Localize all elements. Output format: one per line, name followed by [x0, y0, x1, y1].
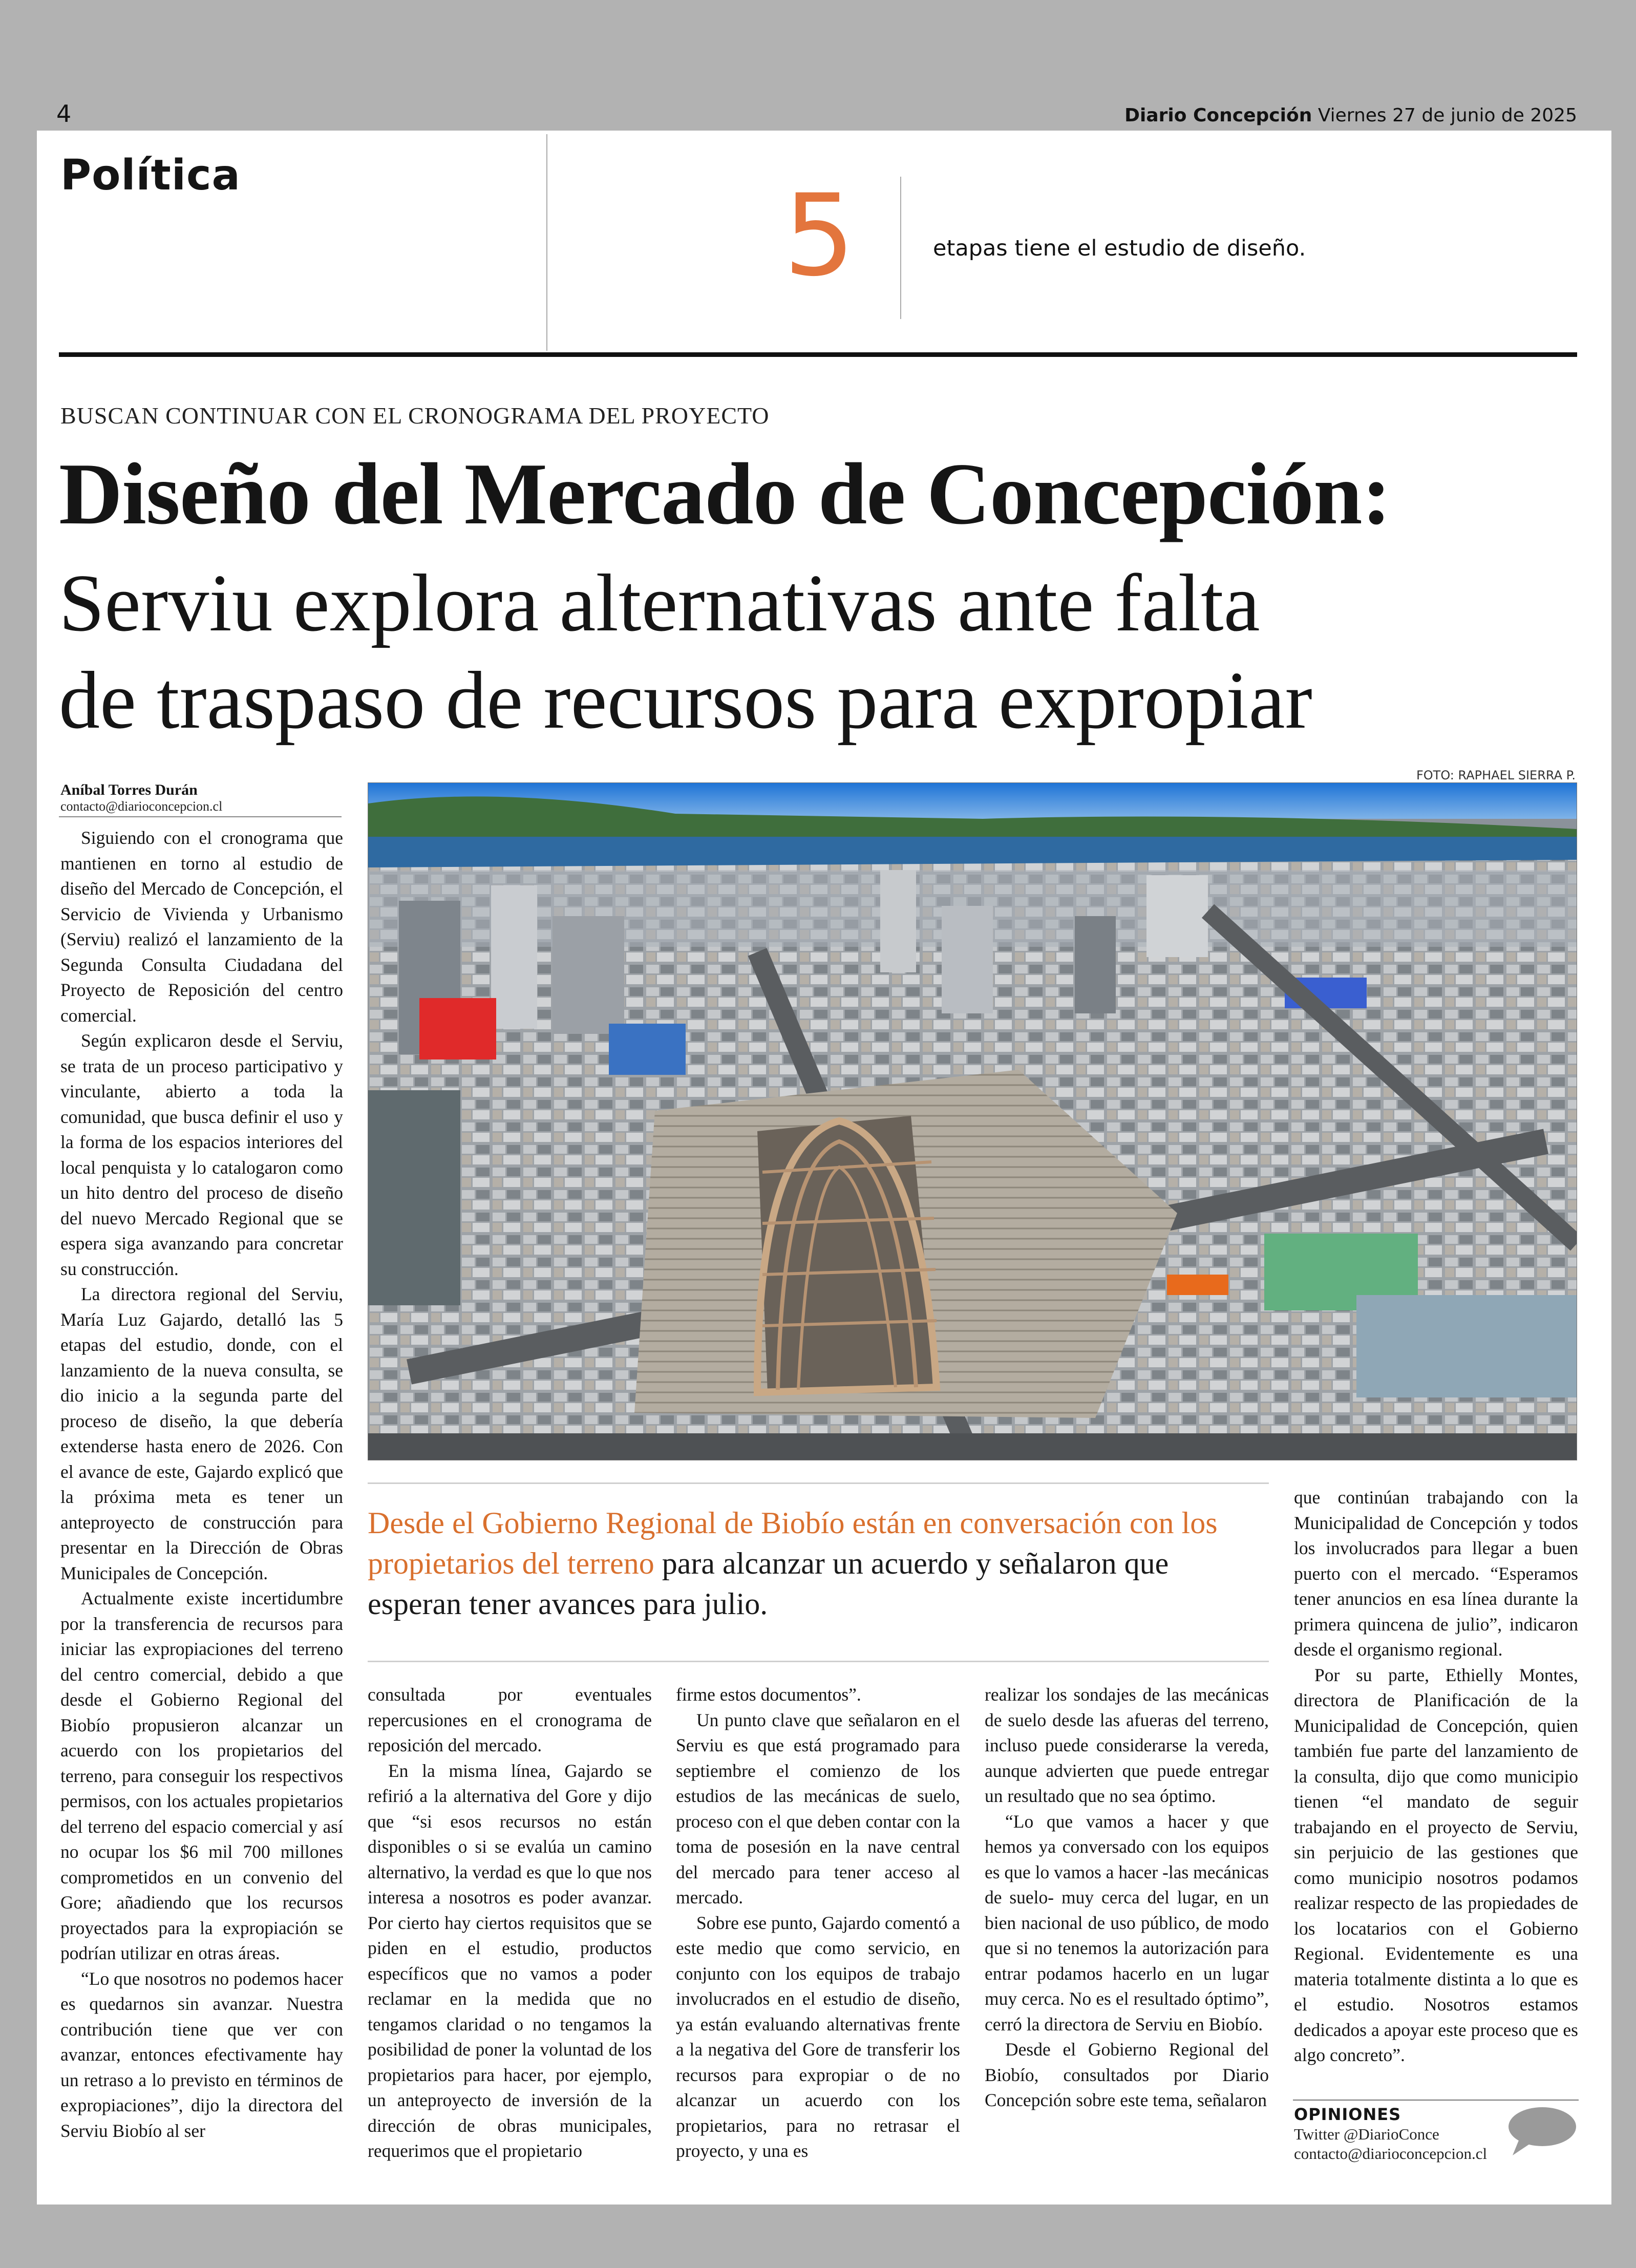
section-title: Política [60, 151, 241, 200]
article-column-4 [985, 1682, 1269, 2113]
paragraph: Desde el Gobierno Regional del Biobío, consultados por Diario Concepción sobre este tema, señalaron [985, 2039, 1269, 2110]
paragraph: Sobre ese punto, Gajardo comentó a este medio que como servicio, en conjunto con los equipos de trabajo involucrados en el estudio de diseño, ya están evaluando alternativas frente a la negativa del Gore de transferir los recursos para expropiar o de no alcanzar un acuerdo con los propietarios, para no retrasar el proyecto, y una es [676, 1912, 960, 2161]
page-number: 4 [56, 100, 72, 128]
author-name: Aníbal Torres Durán [60, 781, 198, 798]
paragraph: firme estos documentos”. [676, 1684, 861, 1705]
kicker: BUSCAN CONTINUAR CON EL CRONOGRAMA DEL PROYECTO [60, 402, 770, 429]
pull-quote-top-rule [368, 1482, 1269, 1484]
aerial-photo-illustration [368, 783, 1577, 1460]
opinions-email: contacto@diarioconcepcion.cl [1294, 2145, 1488, 2163]
paragraph: “Lo que vamos a hacer y que hemos ya conversado con los equipos es que lo vamos a hacer -las mecánicas de suelo- muy cerca del lugar, en un bien nacional de uso público, de modo que si no tenemos la autorización para entrar podamos hacerlo en un lugar muy cerca. No es el resultado óptimo”, cerró la directora de Serviu en Biobío. [985, 1811, 1269, 2034]
opinions-twitter: Twitter @DiarioConce [1294, 2125, 1439, 2143]
paragraph: Un punto clave que señalaron en el Serviu es que está programado para septiembre el comienzo de los estudios de las mecánicas de suelo, proceso con el que deben contar con la toma de posesión en la nave central del mercado para tener acceso al mercado. [676, 1709, 960, 1907]
opinions-title: OPINIONES [1294, 2105, 1401, 2124]
subheadline-line-1: Serviu explora alternativas ante falta [59, 557, 1260, 648]
pull-quote [368, 1503, 1266, 1624]
paragraph: que continúan trabajando con la Municipalidad de Concepción y todos los involucrados para llegar a buen puerto con el mercado. “Esperamos tener anuncios en esa línea durante la primera quincena de julio”, indicaron desde el organismo regional. [1294, 1487, 1578, 1660]
byline-rule [59, 816, 342, 817]
author-email: contacto@diarioconcepcion.cl [60, 799, 223, 814]
paragraph: Según explicaron desde el Serviu, se trata de un proceso participativo y vinculante, abierto a toda la comunidad, que busca definir el uso y la forma de los espacios interiores del local penquista y lo catalogaron como un hito dentro del proceso de diseño del nuevo Mercado Regional que se espera siga avanzando para concretar su construcción. [60, 1030, 343, 1279]
opinions-rule [1293, 2100, 1579, 2101]
newspaper-name: Diario Concepción [1124, 105, 1312, 126]
paragraph: “Lo que nosotros no podemos hacer es quedarnos sin avanzar. Nuestra contribución tiene que ver con avanzar, entonces efectivamente hay un retraso a lo previsto en términos de expropiaciones”, dijo la directora del Serviu Biobío al ser [60, 1968, 343, 2141]
article-column-5 [1294, 1485, 1578, 2068]
masthead [1124, 105, 1577, 126]
article-column-2 [368, 1682, 652, 2164]
stat-number: 5 [783, 170, 855, 301]
header-divider [546, 134, 547, 351]
header-rule [59, 352, 1577, 357]
stat-description: etapas tiene el estudio de diseño. [933, 236, 1306, 261]
article-column-3 [676, 1682, 960, 2164]
headline: Diseño del Mercado de Concepción: [59, 446, 1391, 543]
stat-divider [900, 177, 901, 319]
paragraph: Actualmente existe incertidumbre por la transferencia de recursos para iniciar las expropiaciones del terreno del centro comercial, debido a que desde el Gobierno Regional del Biobío propusieron alcanzar un acuerdo con los propietarios del terreno, para conseguir los respectivos permisos, con los actuales propietarios del terreno del espacio comercial y así no ocupar los $6 mil 700 millones comprometidos en un convenio del Gore; añadiendo que los recursos proyectados para la expropiación se podrían utilizar en otras áreas. [60, 1588, 343, 1963]
paragraph: consultada por eventuales repercusiones en el cronograma de reposición del mercado. [368, 1684, 652, 1755]
photo-credit: FOTO: RAPHAEL SIERRA P. [1416, 768, 1576, 782]
paragraph: realizar los sondajes de las mecánicas de suelo desde las afueras del terreno, incluso puede considerarse la vereda, aunque advierten que puede entregar un resultado que no sea óptimo. [985, 1684, 1269, 1806]
pull-quote-bottom-rule [368, 1661, 1269, 1662]
pull-quote-accent: Desde el Gobierno Regional de Biobío están en conversación con los propietarios del terreno [368, 1506, 1218, 1580]
paragraph: Por su parte, Ethielly Montes, directora de Planificación de la Municipalidad de Concepción, quien también fue parte del lanzamiento de la consulta, dijo que como municipio tienen “el mandato de seguir trabajando en el proyecto de Serviu, sin perjuicio de las gestiones que como municipio nosotros podamos realizar respecto de las propiedades de los locatarios con el Gobierno Regional. Evidentemente es una materia totalmente distinta a lo que es el estudio. Nosotros estamos dedicados a apoyar este proceso que es algo concreto”. [1294, 1664, 1578, 2065]
speech-bubble-icon [1505, 2106, 1577, 2160]
paragraph: Siguiendo con el cronograma que mantienen en torno al estudio de diseño del Mercado de Concepción, el Servicio de Vivienda y Urbanismo (Serviu) realizó el lanzamiento de la Segunda Consulta Ciudadana del Proyecto de Reposición del centro comercial. [60, 828, 343, 1026]
aerial-city-photo [368, 782, 1577, 1460]
article-column-1 [60, 825, 343, 2144]
pull-quote-text: para alcanzar un acuerdo y señalaron que esperan tener avances para julio. [368, 1546, 1169, 1621]
paragraph: La directora regional del Serviu, María Luz Gajardo, detalló las 5 etapas del estudio, donde, con el lanzamiento de la nueva consulta, se dio inicio a la segunda parte del proceso de diseño, la que debería extenderse hasta enero de 2026. Con el avance de este, Gajardo explicó que la próxima meta es tener un anteproyecto de construcción para presentar en la Dirección de Obras Municipales de Concepción. [60, 1284, 343, 1583]
issue-date: Viernes 27 de junio de 2025 [1318, 105, 1577, 126]
paragraph: En la misma línea, Gajardo se refirió a la alternativa del Gore y dijo que “si esos recursos no están disponibles o si se evalúa un camino alternativo, la verdad es que lo que nos interesa a nosotros es poder avanzar. Por cierto hay ciertos requisitos que se piden en el estudio, productos específicos que no vamos a poder reclamar en la medida que no tengamos claridad o no tengamos la posibilidad de poner la voluntad de los propietarios para hacer, por ejemplo, un anteproyecto de inversión de la dirección de obras municipales, requerimos que el propietario [368, 1760, 652, 2161]
subheadline-line-2: de traspaso de recursos para expropiar [59, 654, 1312, 746]
